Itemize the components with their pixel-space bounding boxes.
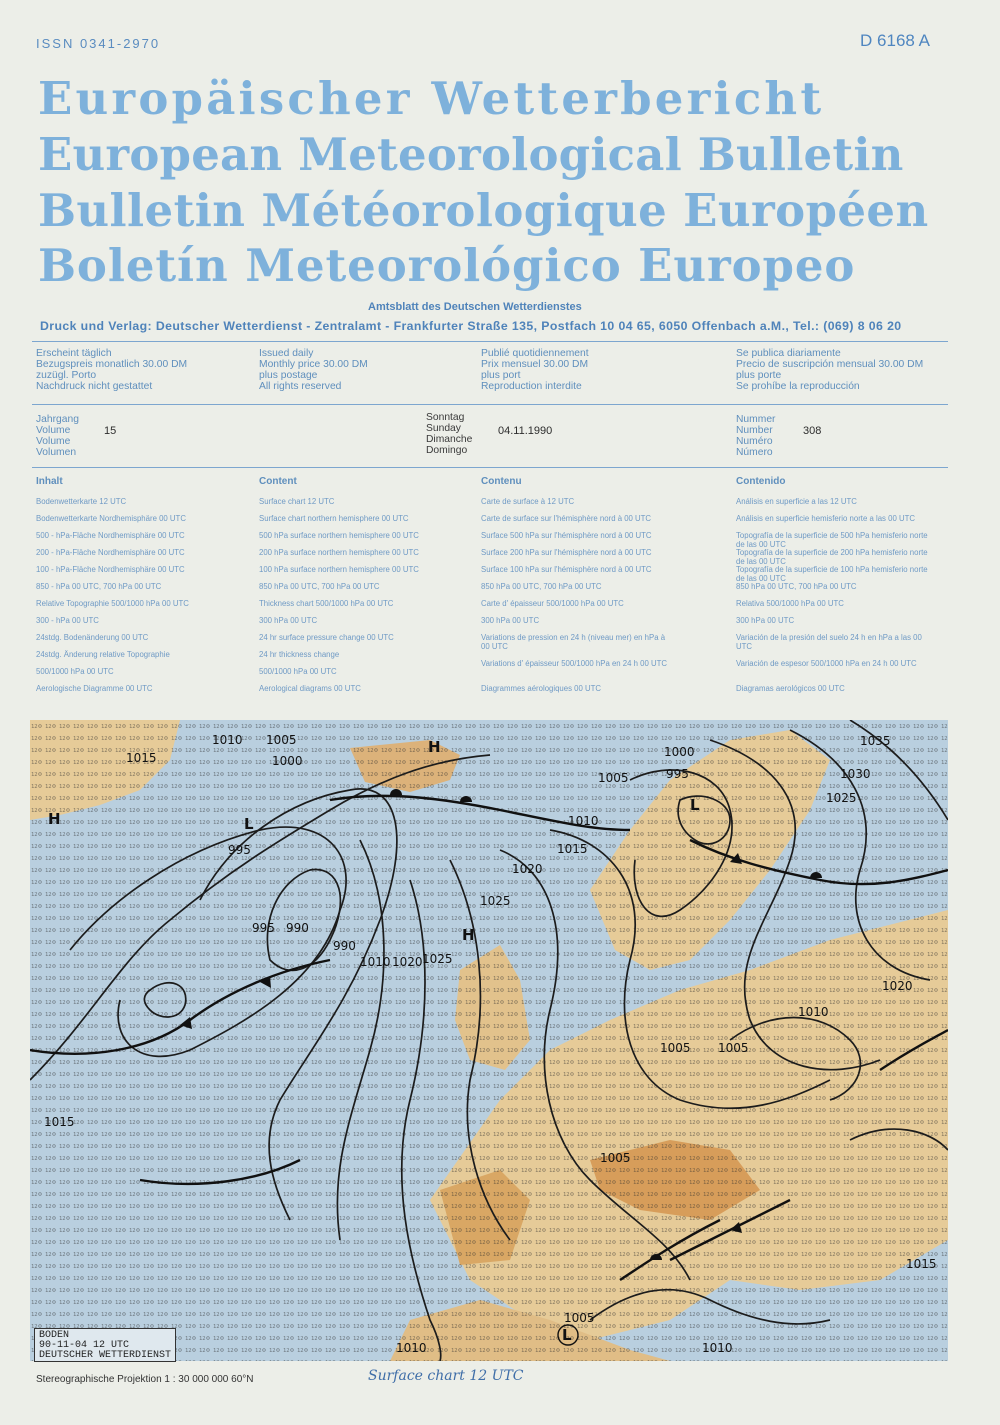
contents-item: 850 - hPa 00 UTC, 700 hPa 00 UTC [36,582,162,591]
isobar-label: 1005 [598,771,629,785]
isobar-label: 990 [333,939,356,953]
volume-value: 15 [104,425,117,437]
contents-item: 300 hPa 00 UTC [259,616,318,625]
subscription-french [481,348,589,392]
isobar-label: 1020 [882,979,913,993]
contents-item: Surface 500 hPa sur l'hémisphère nord à 00 UTC [481,531,652,540]
isobar-label: 995 [666,767,689,781]
subscription-line: plus postage [259,370,318,381]
contents-item: 100 - hPa-Fläche Nordhemisphäre 00 UTC [36,565,185,574]
isobar-label: 1005 [266,733,297,747]
contents-item: 500/1000 hPa 00 UTC [259,667,337,676]
isobar-label: 1035 [860,734,891,748]
subscription-line: Erscheint täglich [36,348,112,359]
subscription-line: Bezugspreis monatlich 30.00 DM [36,359,188,370]
isobar-label: 1010 [396,1341,427,1355]
contents-item: Surface chart 12 UTC [259,497,335,506]
divider-rule [32,404,948,405]
weekday-label: Sunday [426,423,461,434]
contents-item: Diagramas aerológicos 00 UTC [736,684,845,693]
isobar-label: 1000 [272,754,303,768]
number-label: Nummer [736,414,776,425]
contents-header-french: Contenu [481,476,522,487]
subscription-line: Nachdruck nicht gestattet [36,381,153,392]
contents-header-german: Inhalt [36,476,63,487]
title-spanish: Boletín Meteorológico Europeo [38,239,856,292]
isobar-label: 1010 [798,1005,829,1019]
number-label: Number [736,425,773,436]
isobar-label: 1030 [840,767,871,781]
contents-item: Aerological diagrams 00 UTC [259,684,361,693]
subscription-line: Se prohíbe la reproducción [736,381,860,392]
volume-label: Volume [36,436,71,447]
contents-item: Análisis en superficie a las 12 UTC [736,497,857,506]
contents-item: 500 hPa surface northern hemisphere 00 UTC [259,531,419,540]
isobar-label: 995 [252,921,275,935]
stamp-line: DEUTSCHER WETTERDIENST [39,1350,172,1361]
subscription-line: Precio de suscripción mensual 30.00 DM [736,359,924,370]
isobar-label: 1010 [568,814,599,828]
contents-item: Topografía de la superficie de 200 hPa hemisferio norte de las 00 UTC [736,548,928,566]
number-label: Numéro [736,436,773,447]
chart-stamp [34,1328,176,1362]
official-gazette-line: Amtsblatt des Deutschen Wetterdienstes [368,301,582,313]
contents-item: 200 - hPa-Fläche Nordhemisphäre 00 UTC [36,548,185,557]
isobar-label: 1000 [664,745,695,759]
volume-label: Volume [36,425,71,436]
number-label: Número [736,447,773,458]
publisher-line: Druck und Verlag: Deutscher Wetterdienst - Zentralamt - Frankfurter Straße 135, Postfach 10 04 65, 6050 Offenbach a.M., Tel.: (069) 8 06 20 [40,319,902,333]
contents-header-english: Content [259,476,297,487]
isobar-label: 1015 [44,1115,75,1129]
divider-rule [32,467,948,468]
weekday-label: Sonntag [426,412,465,423]
isobar-label: 1020 [392,955,423,969]
weather-map-graphic [30,720,948,1361]
isobar-label: 1010 [360,955,391,969]
subscription-line: Monthly price 30.00 DM [259,359,368,370]
isobar-label: 1015 [557,842,588,856]
issn-number: ISSN 0341-2970 [36,36,161,51]
title-english: European Meteorological Bulletin [38,128,904,181]
contents-item: 300 hPa 00 UTC [481,616,540,625]
document-id: D 6168 A [860,31,930,50]
contents-item: 850 hPa 00 UTC, 700 hPa 00 UTC [736,582,857,591]
contents-item: Análisis en superficie hemisferio norte a las 00 UTC [736,514,915,523]
contents-item: Carte de surface sur l'hémisphère nord à 00 UTC [481,514,652,523]
subscription-line: Reproduction interdite [481,381,582,392]
isobar-label: 1005 [564,1311,595,1325]
contents-item: 300 hPa 00 UTC [736,616,795,625]
contents-item: 24 hr surface pressure change 00 UTC [259,633,394,642]
subscription-line: Publié quotidiennement [481,348,589,359]
contents-item: Diagrammes aérologiques 00 UTC [481,684,602,693]
projection-note: Stereographische Projektion 1 : 30 000 000 60°N [36,1374,254,1385]
contents-item: 24stdg. Änderung relative Topographie [36,650,170,659]
contents-item: Bodenwetterkarte Nordhemisphäre 00 UTC [36,514,186,523]
low-pressure-center: L [244,815,254,833]
contents-item: 200 hPa surface northern hemisphere 00 UTC [259,548,419,557]
contents-item: Variación de espesor 500/1000 hPa en 24 h 00 UTC [736,659,917,668]
subscription-german [36,348,187,392]
contents-item: 100 hPa surface northern hemisphere 00 UTC [259,565,419,574]
title-french: Bulletin Météorologique Européen [38,184,929,237]
title-german: Europäischer Wetterbericht [38,72,825,125]
map-caption: Surface chart 12 UTC [368,1368,524,1384]
subscription-spanish [736,348,923,392]
subscription-line: zuzügl. Porto [36,370,97,381]
contents-item: 300 - hPa 00 UTC [36,616,99,625]
subscription-line: Se publica diariamente [736,348,841,359]
volume-labels [36,414,79,458]
weekday-label: Dimanche [426,434,473,445]
contents-item: 500 - hPa-Fläche Nordhemisphäre 00 UTC [36,531,185,540]
contents-item: Surface chart northern hemisphere 00 UTC [259,514,409,523]
contents-item: Thickness chart 500/1000 hPa 00 UTC [259,599,394,608]
isobar-label: 990 [286,921,309,935]
subscription-line: plus port [481,370,521,381]
isobar-label: 1015 [126,751,157,765]
high-pressure-center: H [462,926,475,944]
contents-item: Relative Topographie 500/1000 hPa 00 UTC [36,599,189,608]
low-pressure-center: L [690,796,700,814]
weekday-label: Domingo [426,445,468,456]
contents-item: 24stdg. Bodenänderung 00 UTC [36,633,149,642]
weekday-labels [426,412,472,456]
isobar-label: 1020 [512,862,543,876]
contents-item: Variations d' épaisseur 500/1000 hPa en 24 h 00 UTC [481,659,667,668]
isobar-label: 1010 [212,733,243,747]
subscription-line: Prix mensuel 30.00 DM [481,359,589,370]
isobar-label: 1010 [702,1341,733,1355]
contents-item: 24 hr thickness change [259,650,340,659]
stamp-line: BODEN [39,1330,70,1341]
contents-item: Bodenwetterkarte 12 UTC [36,497,127,506]
volume-label: Jahrgang [36,414,79,425]
stamp-line: 90-11-04 12 UTC [39,1340,130,1351]
isobar-label: 1025 [422,952,453,966]
isobar-label: 1005 [600,1151,631,1165]
isobar-label: 1005 [660,1041,691,1055]
subscription-line: plus porte [736,370,782,381]
issue-date: 04.11.1990 [498,425,553,437]
contents-item: 850 hPa 00 UTC, 700 hPa 00 UTC [481,582,602,591]
contents-item: Carte de surface à 12 UTC [481,497,575,506]
high-pressure-center: H [428,738,441,756]
contents-item: Surface 200 hPa sur l'hémisphère nord à 00 UTC [481,548,652,557]
isobar-label: 1005 [718,1041,749,1055]
contents-item: Surface 100 hPa sur l'hémisphère nord à 00 UTC [481,565,652,574]
contents-item: Topografía de la superficie de 500 hPa hemisferio norte de las 00 UTC [736,531,928,549]
isobar-label: 1025 [826,791,857,805]
isobar-label: 1025 [480,894,511,908]
high-pressure-center: H [48,810,61,828]
subscription-english [259,348,368,392]
contents-item: Variations de pression en 24 h (niveau mer) en hPa à 00 UTC [481,633,666,651]
isobar-label: 1015 [906,1257,937,1271]
volume-label: Volumen [36,447,77,458]
contents-item: 850 hPa 00 UTC, 700 hPa 00 UTC [259,582,380,591]
subscription-line: All rights reserved [259,381,342,392]
contents-item: Carte d' épaisseur 500/1000 hPa 00 UTC [481,599,624,608]
divider-rule [32,341,948,342]
contents-header-spanish: Contenido [736,476,786,487]
contents-item: 500/1000 hPa 00 UTC [36,667,114,676]
contents-item: Aerologische Diagramme 00 UTC [36,684,153,693]
contents-item: Variación de la presión del suelo 24 h en hPa a las 00 UTC [736,633,922,651]
number-labels [736,414,775,458]
subscription-line: Issued daily [259,348,314,359]
issue-number: 308 [803,425,822,437]
contents-item: Topografía de la superficie de 100 hPa hemisferio norte de las 00 UTC [736,565,928,583]
isobar-label: 995 [228,843,251,857]
surface-weather-map [30,720,948,1361]
low-pressure-center: L [562,1326,572,1344]
contents-item: Relativa 500/1000 hPa 00 UTC [736,599,844,608]
